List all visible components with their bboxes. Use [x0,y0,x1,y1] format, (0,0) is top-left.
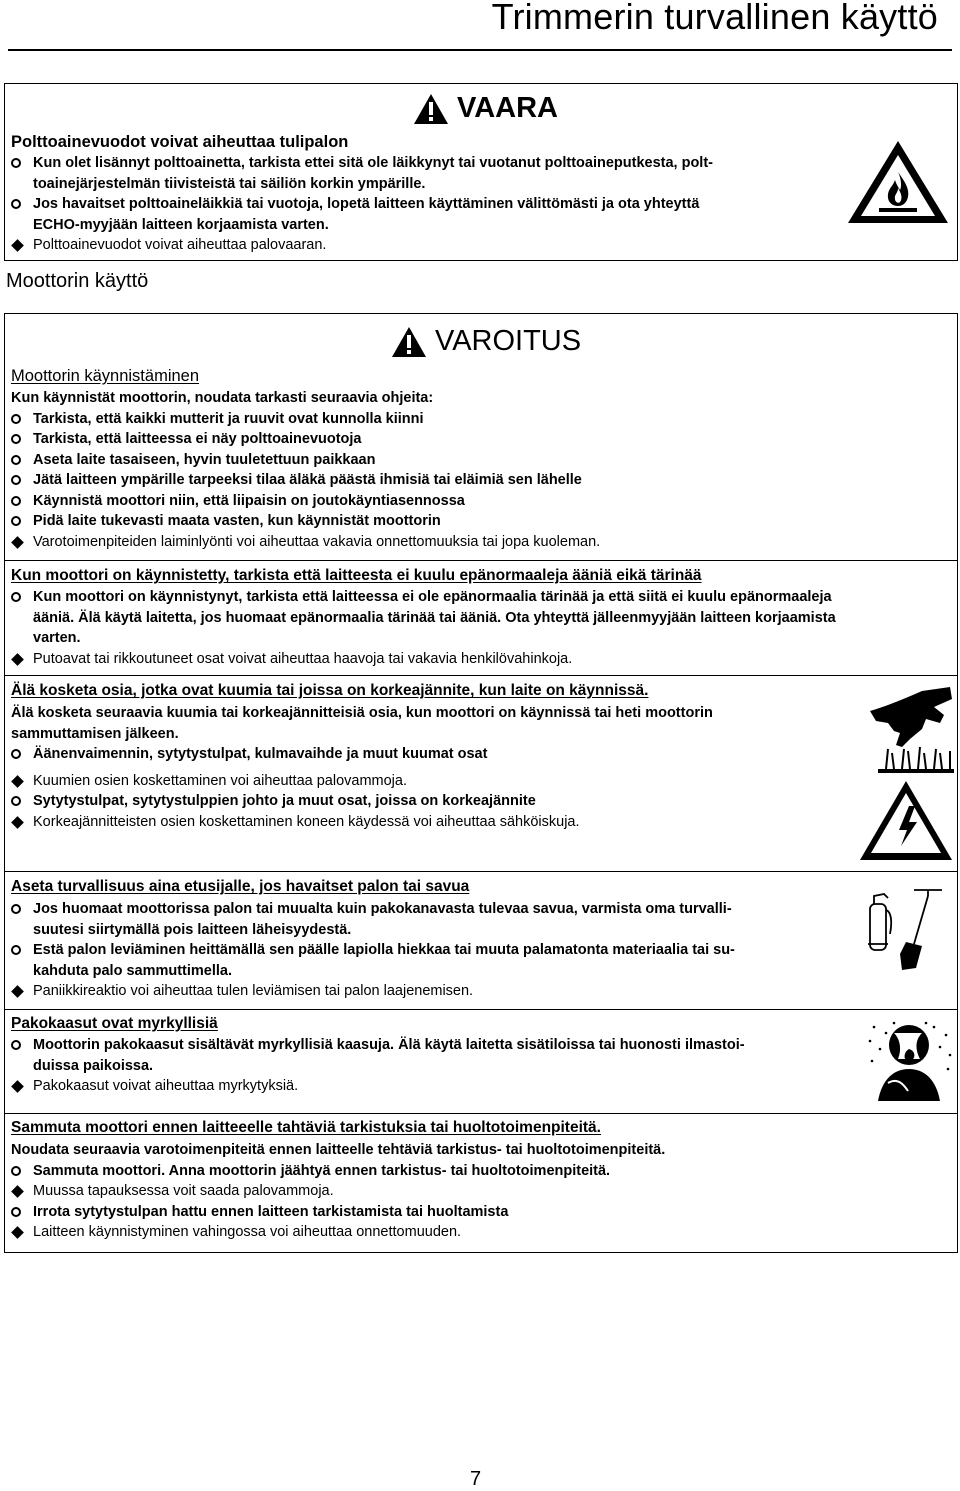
list-item: Laitteen käynnistyminen vahingossa voi aiheuttaa onnettomuuden. [11,1222,911,1243]
warning-triangle-icon [391,326,427,358]
list-item: Kun olet lisännyt polttoainetta, tarkista ettei sitä ole läikkynyt tai vuotanut polttoaineputkesta, polt- toainejärjestelmän tiivisteistä tai säiliön korkin ympärille. [11,153,841,194]
exhaust-list [11,1035,856,1097]
vibration-heading: Kun moottori on käynnistetty, tarkista että laitteesta ei kuulu epänormaaleja ääniä eikä tärinää [11,567,702,584]
circle-bullet-icon [11,1207,21,1217]
list-item: Kun moottori on käynnistynyt, tarkista että laitteessa ei ole epänormaalia tärinää ja että siitä ei kuulu epänormaaleja [11,587,956,608]
fire-smoke-list [11,899,846,1002]
diamond-bullet-icon [11,1185,24,1198]
circle-bullet-icon [11,475,21,485]
divider [4,560,958,561]
high-voltage-warning-icon [857,778,955,864]
warning-triangle-icon [413,93,449,125]
circle-bullet-icon [11,1166,21,1176]
list-item: Pidä laite tukevasti maata vasten, kun käynnistät moottorin [11,511,911,532]
circle-bullet-icon [11,496,21,506]
circle-bullet-icon [11,158,21,168]
circle-bullet-icon [11,455,21,465]
circle-bullet-icon [11,749,21,759]
list-item: Jätä laitteen ympärille tarpeeksi tilaa äläkä päästä ihmisiä tai eläimiä sen lähelle [11,470,911,491]
diamond-bullet-icon [11,985,24,998]
list-item: Polttoainevuodot voivat aiheuttaa palovaaran. [11,235,841,256]
header-rule [8,49,952,51]
danger-items [11,153,841,256]
list-item: Irrota sytytystulpan hattu ennen laitteen tarkistamista tai huoltamista [11,1202,911,1223]
vibration-list [11,587,956,669]
circle-bullet-icon [11,199,21,209]
section-title: Moottorin käyttö [6,270,149,292]
warning-signal [391,325,581,358]
list-item: Sammuta moottori. Anna moottorin jäähtyä ennen tarkistus- tai huoltotoimenpiteitä. [11,1161,911,1182]
circle-bullet-icon [11,434,21,444]
diamond-bullet-icon [11,239,24,252]
vibration-line2: ääniä. Älä käytä laitetta, jos huomaat epänormaalia tärinää tai ääniä. Ota yhteyttä jälleenmyyjään laitteen korjaamista [33,609,836,626]
circle-bullet-icon [11,945,21,955]
list-item: Paniikkireaktio voi aiheuttaa tulen leviämisen tai palon laajenemisen. [11,981,846,1002]
list-item: Pakokaasut voivat aiheuttaa myrkytyksiä. [11,1076,856,1097]
fire-smoke-heading: Aseta turvallisuus aina etusijalle, jos havaitset palon tai savua [11,878,470,895]
circle-bullet-icon [11,796,21,806]
divider [4,871,958,872]
danger-signal-word: VAARA [457,92,558,124]
stop-engine-heading: Sammuta moottori ennen laitteeelle tahtäviä tarkistuksia tai huoltotoimenpiteitä. [11,1119,601,1136]
stop-engine-intro: Noudata seuraavia varotoimenpiteitä ennen laitteelle tehtäviä tarkistus- tai huoltotoimenpiteitä. [11,1142,666,1158]
divider [4,1009,958,1010]
list-item: Aseta laite tasaiseen, hyvin tuuletettuun paikkaan [11,450,911,471]
list-item: Äänenvaimennin, sytytystulpat, kulmavaihde ja muut kuumat osat [11,744,856,765]
flammable-warning-icon [845,138,951,226]
hot-parts-list [11,703,856,832]
list-item: Muussa tapauksessa voit saada palovammoja. [11,1181,911,1202]
list-item: Moottorin pakokaasut sisältävät myrkyllisiä kaasuja. Älä käytä laitetta sisätiloissa tai huonosti ilmastoi- duissa paikoissa. [11,1035,856,1076]
circle-bullet-icon [11,904,21,914]
list-item: Kuumien osien koskettaminen voi aiheuttaa palovammoja. [11,771,856,792]
starting-intro: Kun käynnistät moottorin, noudata tarkasti seuraavia ohjeita: [11,390,434,406]
danger-signal [413,92,558,125]
diamond-bullet-icon [11,816,24,829]
diamond-bullet-icon [11,1080,24,1093]
vibration-line3: varten. [33,630,81,646]
circle-bullet-icon [11,414,21,424]
list-item: Korkeajännitteisten osien koskettaminen koneen käydessä voi aiheuttaa sähköiskuja. [11,812,856,833]
circle-bullet-icon [11,592,21,602]
circle-bullet-icon [11,1040,21,1050]
fire-extinguisher-shovel-icon [862,884,952,976]
starting-heading: Moottorin käynnistäminen [11,367,200,385]
hot-parts-intro1: Älä kosketa seuraavia kuumia tai korkeajännitteisiä osia, kun moottori on käynnissä tai heti moottorin [11,705,713,721]
exhaust-heading: Pakokaasut ovat myrkyllisiä [11,1015,218,1032]
page-number: 7 [470,1468,482,1490]
diamond-bullet-icon [11,536,24,549]
page-title: Trimmerin turvallinen käyttö [491,0,938,37]
danger-heading: Polttoainevuodot voivat aiheuttaa tulipalon [11,133,349,151]
divider [4,675,958,676]
list-item: Sytytystulpat, sytytystulppien johto ja muut osat, joissa on korkeajännite [11,791,856,812]
starting-list [11,388,911,552]
diamond-bullet-icon [11,653,24,666]
warning-signal-word: VAROITUS [435,325,582,357]
list-item: Jos huomaat moottorissa palon tai muualta kuin pakokanavasta tulevaa savua, varmista oma turvalli- suutesi siirtymällä pois laitteen läheisyydestä. [11,899,846,940]
hot-parts-heading: Älä kosketa osia, jotka ovat kuumia tai joissa on korkeajännite, kun laite on käynnissä. [11,682,649,699]
list-item: Estä palon leviäminen heittämällä sen päälle lapiolla hiekkaa tai muuta palamatonta materiaalia tai su- kahduta palo sammuttimella. [11,940,846,981]
list-item: Käynnistä moottori niin, että liipaisin on joutokäyntiasennossa [11,491,911,512]
diamond-bullet-icon [11,1226,24,1239]
list-item: Varotoimenpiteiden laiminlyönti voi aiheuttaa vakavia onnettomuuksia tai jopa kuoleman. [11,532,911,553]
hot-surface-hand-icon [864,685,956,775]
circle-bullet-icon [11,516,21,526]
list-item: Tarkista, että laitteessa ei näy polttoainevuotoja [11,429,911,450]
diamond-bullet-icon [11,775,24,788]
list-item: Tarkista, että kaikki mutterit ja ruuvit ovat kunnolla kiinni [11,409,911,430]
list-item: Putoavat tai rikkoutuneet osat voivat aiheuttaa haavoja tai vakavia henkilövahinkoja. [11,649,956,670]
hot-parts-intro2: sammuttamisen jälkeen. [11,725,179,742]
list-item: Jos havaitset polttoaineläikkiä tai vuotoja, lopetä laitteen käyttäminen välittömästi ja ota yhteyttä ECHO-myyjään laitteen korjaamista varten. [11,194,841,235]
divider [4,1113,958,1114]
toxic-fumes-person-icon [864,1019,954,1101]
stop-engine-list [11,1140,911,1243]
